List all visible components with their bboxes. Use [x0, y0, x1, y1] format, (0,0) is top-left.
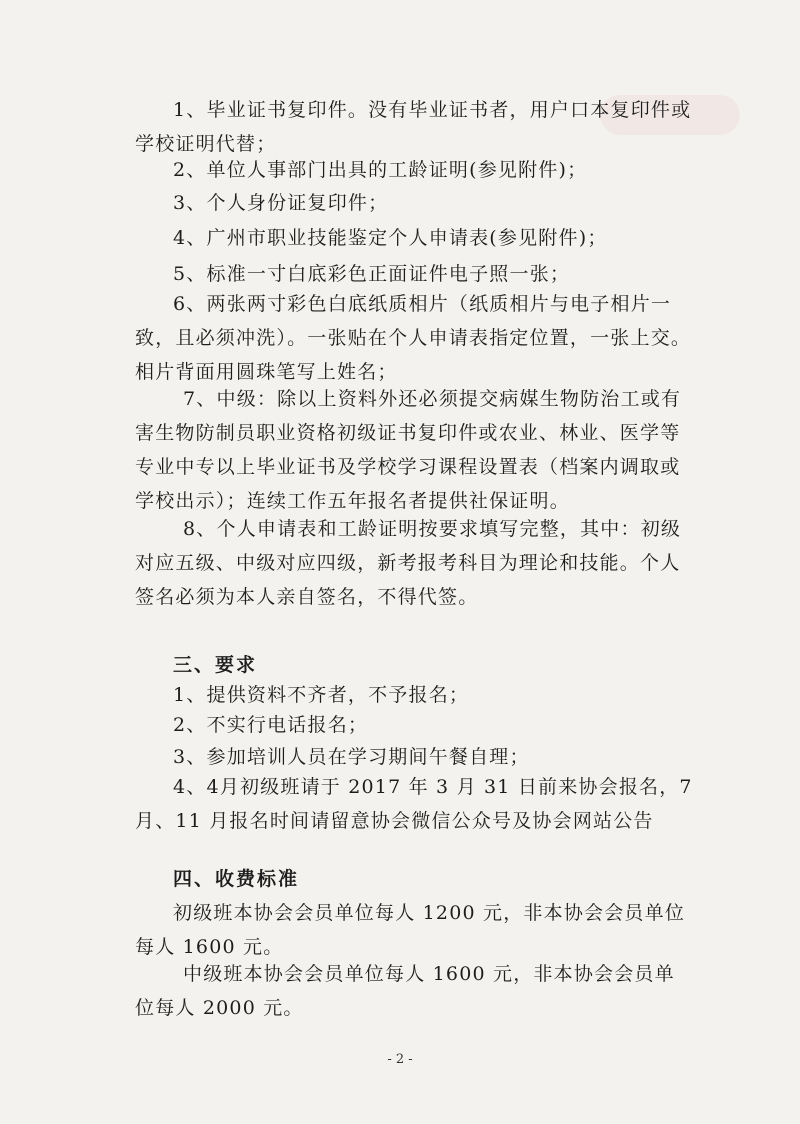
requirements-heading: 三、要求: [173, 654, 258, 676]
fees-heading: 四、收费标准: [173, 868, 300, 890]
fee-item-1: 初级班本协会会员单位每人 1200 元，非本协会会员单位每人 1600 元。: [135, 902, 686, 958]
requirement-item-4: 4、4月初级班请于 2017 年 3 月 31 日前来协会报名，7月、11 月报名时间请留意协会微信公众号及协会网站公告: [135, 776, 693, 832]
material-item-5: 5、标准一寸白底彩色正面证件电子照一张；: [173, 263, 571, 285]
material-item-7: 7、中级：除以上资料外还必须提交病媒生物防治工或有害生物防制员职业资格初级证书复印件或农业、林业、医学等专业中专以上毕业证书及学校学习课程设置表（档案内调取或学校出示）；连续工作五年报名者提供社保证明。: [135, 388, 682, 512]
requirement-item-1: 1、提供资料不齐者，不予报名；: [173, 684, 470, 706]
requirement-item-3: 3、参加培训人员在学习期间午餐自理；: [173, 746, 530, 768]
requirement-item-2: 2、不实行电话报名；: [173, 714, 369, 736]
material-item-6: 6、两张两寸彩色白底纸质相片（纸质相片与电子相片一致，且必须冲洗）。一张贴在个人申请表指定位置，一张上交。相片背面用圆珠笔写上姓名；: [135, 293, 692, 383]
material-item-3: 3、个人身份证复印件；: [173, 192, 389, 214]
material-item-4: 4、广州市职业技能鉴定个人申请表(参见附件)；: [173, 227, 608, 249]
page-number: - 2 -: [387, 1052, 413, 1067]
fee-item-2: 中级班本协会会员单位每人 1600 元，非本协会会员单位每人 2000 元。: [135, 963, 675, 1019]
material-item-1: 1、毕业证书复印件。没有毕业证书者，用户口本复印件或学校证明代替；: [135, 99, 692, 155]
material-item-8: 8、个人申请表和工龄证明按要求填写完整，其中：初级对应五级、中级对应四级，新考报考科目为理论和技能。个人签名必须为本人亲自签名，不得代签。: [135, 518, 682, 608]
material-item-2: 2、单位人事部门出具的工龄证明(参见附件)；: [173, 159, 588, 181]
